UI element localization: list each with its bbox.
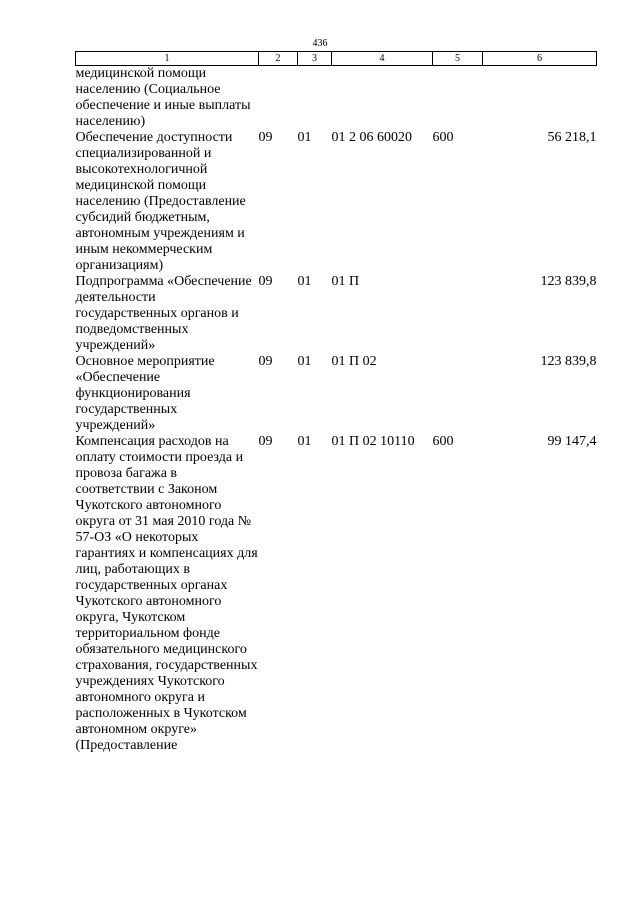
- row-amount: 99 147,4: [547, 434, 597, 449]
- table-row: [76, 66, 597, 131]
- row-name: медицинской помощи населению (Социальное обеспечение и иные выплаты населению): [75, 66, 251, 129]
- row-amount: 123 839,8: [540, 274, 597, 289]
- row-expense-type: 600: [432, 130, 454, 145]
- row-subsection-code: 01: [297, 434, 312, 449]
- row-expense-type: [433, 354, 483, 434]
- column-header-2: 2: [259, 52, 298, 66]
- row-subsection-code: 01: [297, 354, 312, 369]
- row-amount: 56 218,1: [547, 130, 597, 145]
- row-target-code: 01 2 06 60020: [331, 130, 412, 145]
- row-subsection-code: 01: [297, 130, 312, 145]
- column-header-4: 4: [332, 52, 433, 66]
- row-target-code: [332, 66, 433, 131]
- row-expense-type: [433, 274, 483, 354]
- row-section-code: [259, 66, 298, 131]
- row-expense-type: 600: [432, 434, 454, 449]
- page-number: 436: [312, 38, 328, 49]
- column-header-5: 5: [433, 52, 483, 66]
- row-section-code: 09: [258, 434, 273, 449]
- row-subsection-code: [298, 66, 332, 131]
- table-row: [76, 354, 597, 434]
- row-section-code: 09: [258, 130, 273, 145]
- row-section-code: 09: [258, 274, 273, 289]
- row-target-code: 01 П: [331, 274, 360, 289]
- row-name: Обеспечение доступности специализированной и высокотехнологичной медицинской помощи населению (Предоставление субсидий бюджетным, автономным учреждениям и иным некоммерческим организациям): [75, 130, 246, 273]
- row-name: Компенсация расходов на оплату стоимости проезда и провоза багажа в соответствии с Законом Чукотского автономного округа от 31 мая 2010 года № 57-ОЗ «О некоторых гарантиях и компенсациях для лиц, работающих в государственных органах Чукотского автономного округа, Чукотском территориальном фонде обязательного медицинского страхования, государственных учреждениях Чукотского автономного округа и расположенных в Чукотском автономном округе» (Предоставление: [75, 434, 258, 753]
- budget-table: [75, 51, 597, 754]
- column-header-3: 3: [298, 52, 332, 66]
- table-row: [76, 274, 597, 354]
- row-amount: [483, 66, 597, 131]
- row-target-code: 01 П 02: [331, 354, 377, 369]
- row-name: Основное мероприятие «Обеспечение функционирования государственных учреждений»: [75, 354, 215, 433]
- table-row: [76, 434, 597, 754]
- row-subsection-code: 01: [297, 274, 312, 289]
- table-header-row: [76, 52, 597, 66]
- row-expense-type: [433, 66, 483, 131]
- column-header-1: 1: [76, 52, 259, 66]
- table-row: [76, 130, 597, 274]
- row-amount: 123 839,8: [540, 354, 597, 369]
- row-target-code: 01 П 02 10110: [331, 434, 415, 449]
- column-header-6: 6: [483, 52, 597, 66]
- row-name: Подпрограмма «Обеспечение деятельности государственных органов и подведомственных учреждений»: [75, 274, 252, 353]
- row-section-code: 09: [258, 354, 273, 369]
